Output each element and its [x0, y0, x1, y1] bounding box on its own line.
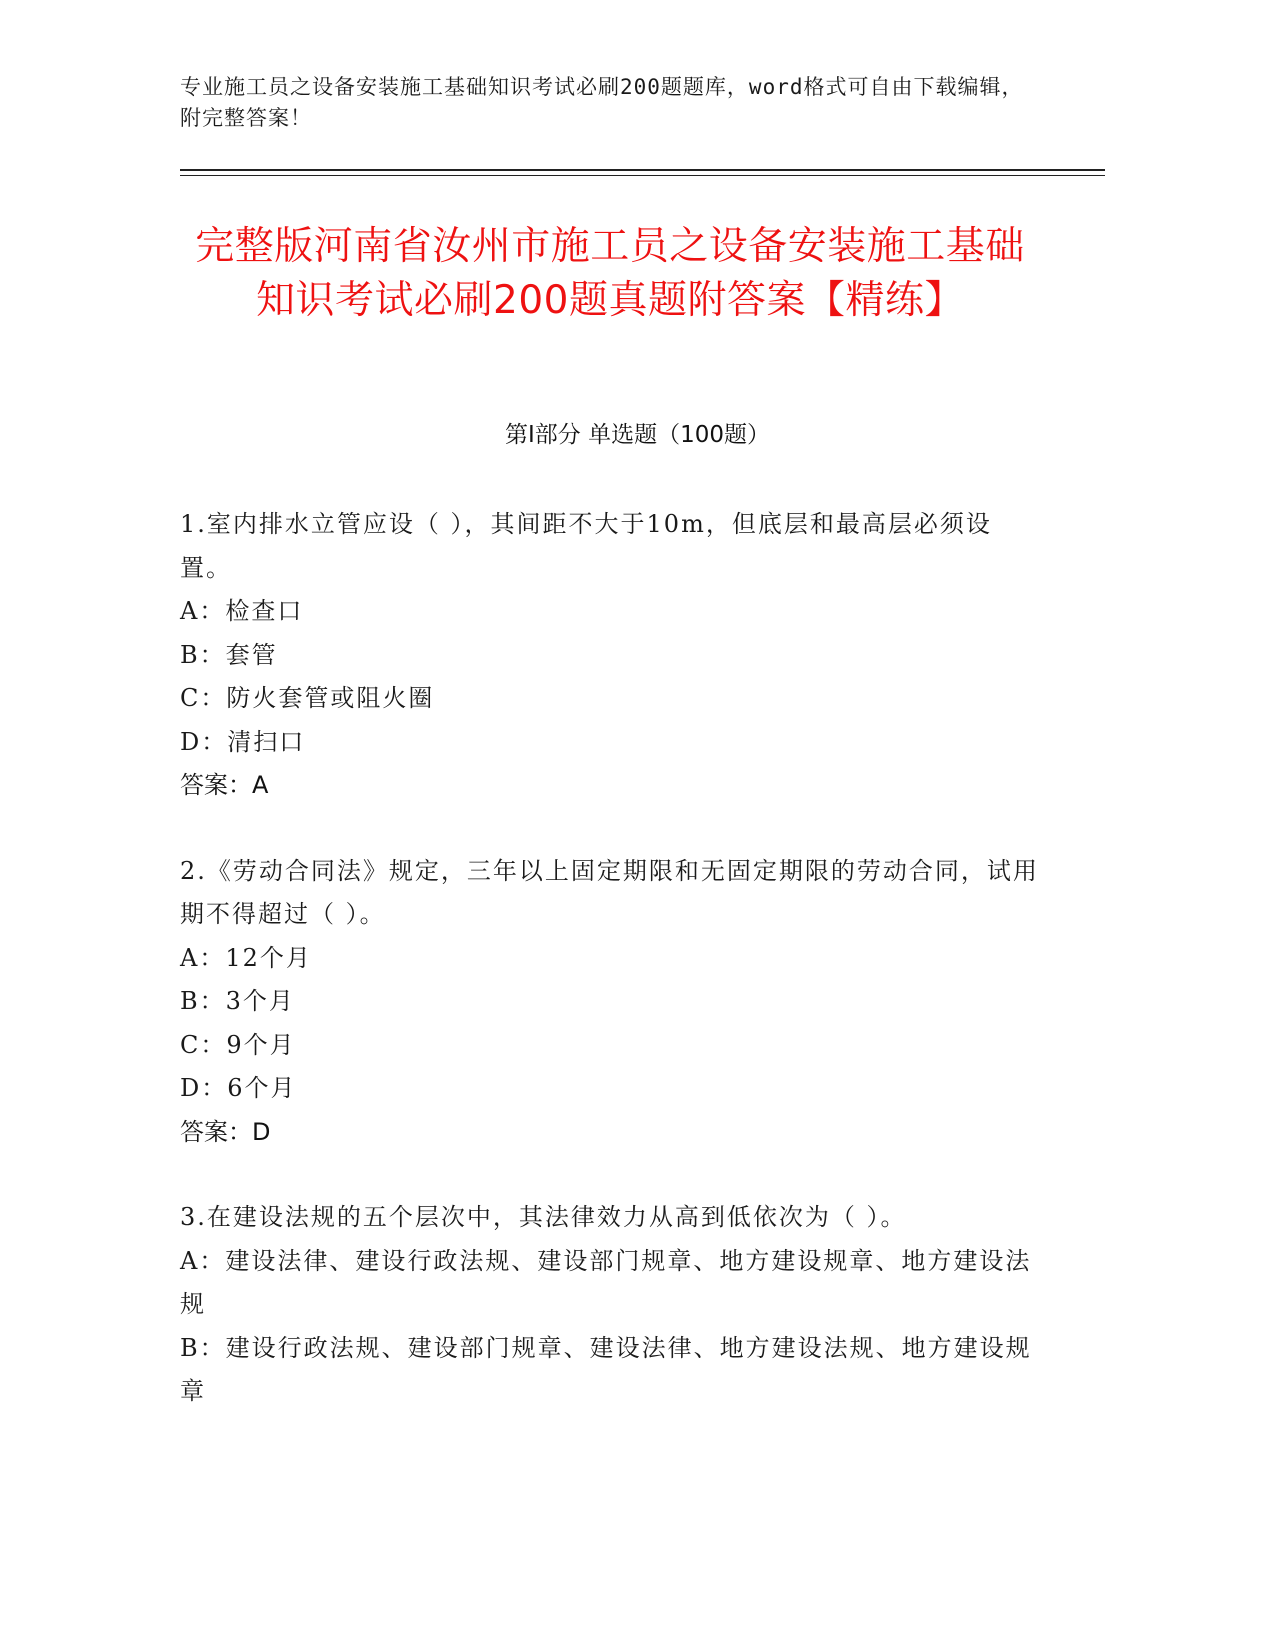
option-c: C：9个月 [180, 1030, 296, 1059]
question-2 [180, 850, 1040, 1155]
option-d: D：清扫口 [180, 727, 306, 756]
header-rule-thin [180, 175, 1105, 176]
question-list [180, 503, 1040, 1456]
option-b: B：套管 [180, 640, 278, 669]
answer-line: 答案：A [180, 771, 269, 799]
section-heading: 第I部分 单选题（100题） [505, 422, 770, 448]
option-a: A：建设法律、建设行政法规、建设部门规章、地方建设规章、地方建设法规 [180, 1246, 1032, 1318]
question-3 [180, 1196, 1040, 1414]
header-rule-thick [180, 169, 1105, 171]
question-stem: 1.室内排水立管应设（ ），其间距不大于10m，但底层和最高层必须设置。 [180, 510, 992, 582]
option-d: D：6个月 [180, 1074, 297, 1102]
option-b: B：建设行政法规、建设部门规章、建设法律、地方建设法规、地方建设规章 [180, 1333, 1032, 1405]
option-c: C：防火套管或阻火圈 [180, 684, 435, 712]
question-1 [180, 503, 1040, 808]
header-note: 专业施工员之设备安装施工基础知识考试必刷200题题库，word格式可自由下载编辑，附完整答案！ [180, 75, 1024, 130]
option-a: A：12个月 [180, 943, 312, 972]
document-title: 完整版河南省汝州市施工员之设备安装施工基础知识考试必刷200题真题附答案【精练】 [195, 224, 1025, 323]
question-stem: 3.在建设法规的五个层次中，其法律效力从高到低依次为（ ）。 [180, 1203, 907, 1231]
option-a: A：检查口 [180, 597, 304, 625]
question-stem: 2.《劳动合同法》规定，三年以上固定期限和无固定期限的劳动合同，试用期不得超过（ ）。 [180, 856, 1039, 928]
answer-line: 答案：D [180, 1117, 271, 1146]
option-b: B：3个月 [180, 987, 295, 1015]
